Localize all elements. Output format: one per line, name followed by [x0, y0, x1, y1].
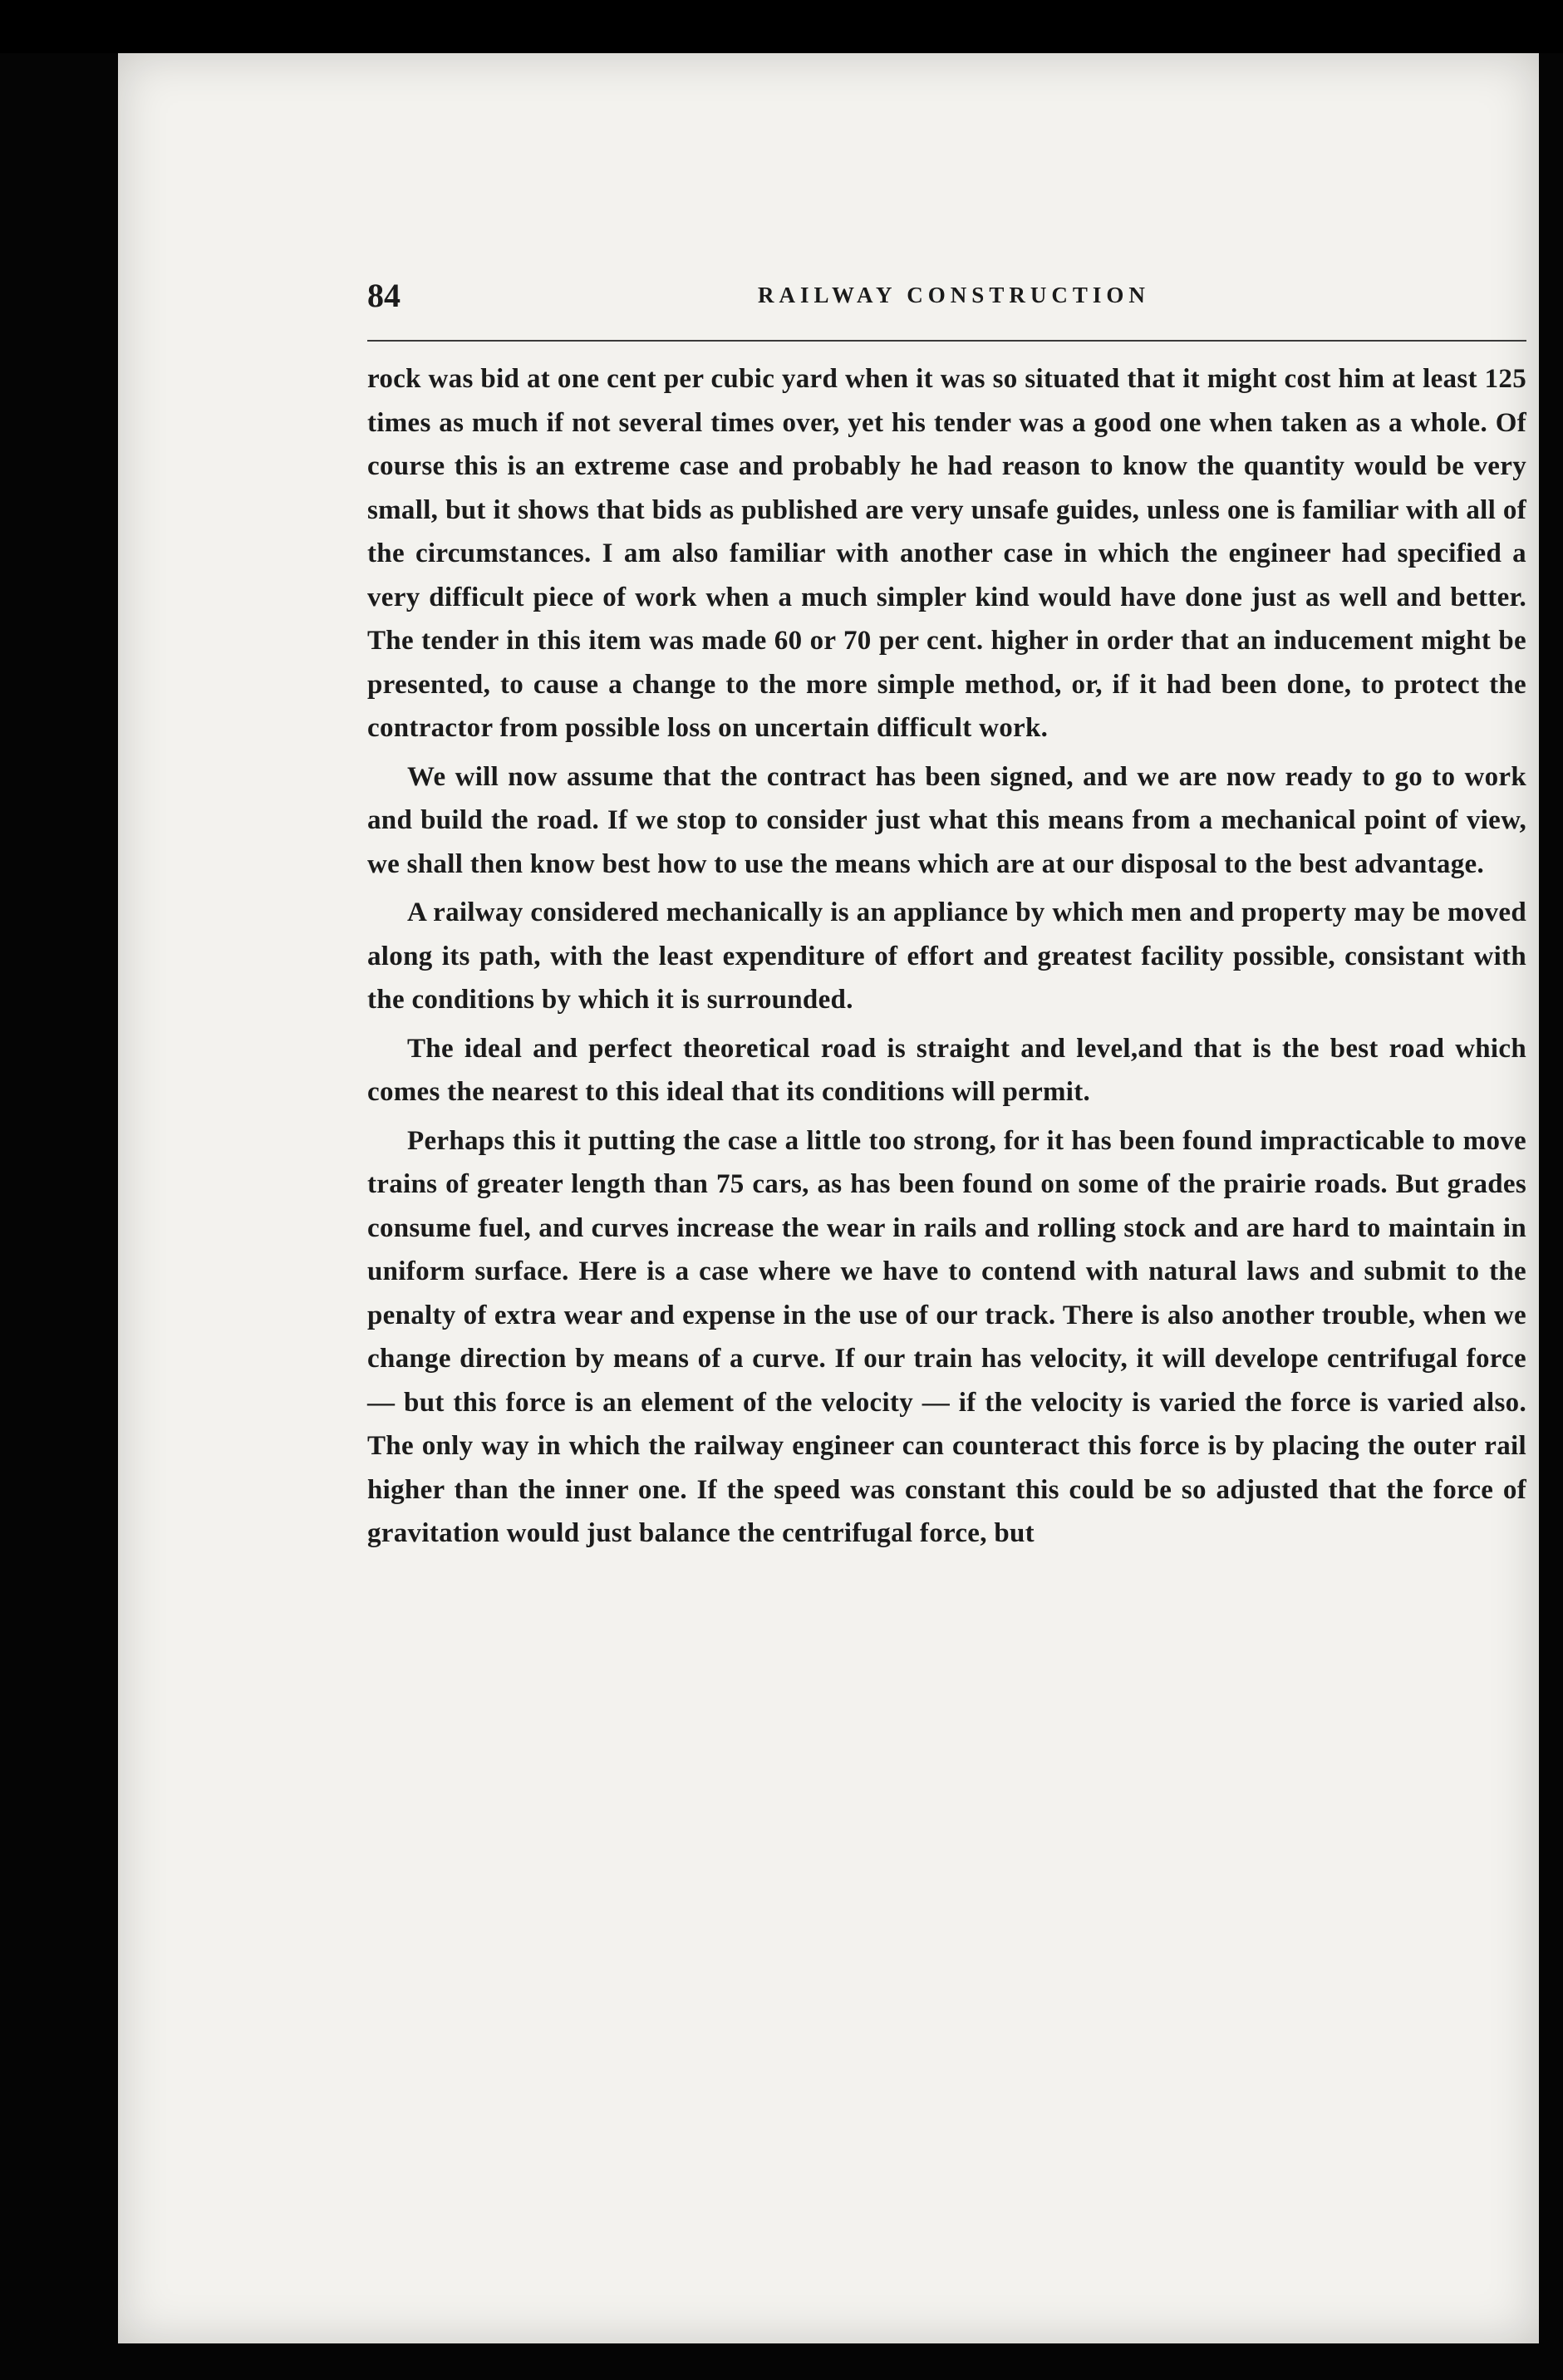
page-number: 84: [367, 277, 401, 314]
paragraph-2: We will now assume that the contract has been signed, and we are now ready to go to work and build the road. If we stop to consider just what this means from a mechanical point of view, we shall then know best how to use the means which are at our disposal to the best advantage.: [367, 761, 1526, 879]
paragraph-1: rock was bid at one cent per cubic yard when it was so situated that it might cost him at least 125 times as much if not several times over, yet his tender was a good one when taken as a whole. Of course this is an extreme case and probably he had reason to know the quantity would be very small, but it shows that bids as published are very unsafe guides, unless one is familiar with all of the circumstances. I am also familiar with another case in which the engineer had specified a very difficult piece of work when a much simpler kind would have done just as well and better. The tender in this item was made 60 or 70 per cent. higher in order that an inducement might be presented, to cause a change to the more simple method, or, if it had been done, to protect the contractor from possible loss on uncertain difficult work.: [367, 364, 1526, 743]
page-header: [367, 276, 1526, 326]
page-content: [367, 276, 1526, 1548]
paragraph-3: A railway considered mechanically is an appliance by which men and property may be moved along its path, with the least expenditure of effort and greatest facility possible, consistant with the conditions by which it is surrounded.: [367, 897, 1526, 1015]
running-head: RAILWAY CONSTRUCTION: [758, 283, 1150, 307]
book-page: [118, 53, 1539, 2343]
paragraph-4: The ideal and perfect theoretical road is straight and level,and that is the best road which comes the nearest to this ideal that its conditions will permit.: [367, 1033, 1526, 1107]
header-rule: [367, 340, 1526, 342]
body-text: [367, 357, 1526, 1561]
paragraph-5: Perhaps this it putting the case a little too strong, for it has been found impracticable to move trains of greater length than 75 cars, as has been found on some of the prairie roads. But grades consume fuel, and curves increase the wear in rails and rolling stock and are hard to maintain in uniform surface. Here is a case where we have to contend with natural laws and submit to the penalty of extra wear and expense in the use of our track. There is also another trouble, when we change direction by means of a curve. If our train has velocity, it will develope centrifugal force — but this force is an element of the velocity — if the velocity is varied the force is varied also. The only way in which the railway engineer can counteract this force is by placing the outer rail higher than the inner one. If the speed was constant this could be so adjusted that the force of gravitation would just balance the centrifugal force, but: [367, 1125, 1526, 1548]
scan-border: [0, 0, 1563, 53]
